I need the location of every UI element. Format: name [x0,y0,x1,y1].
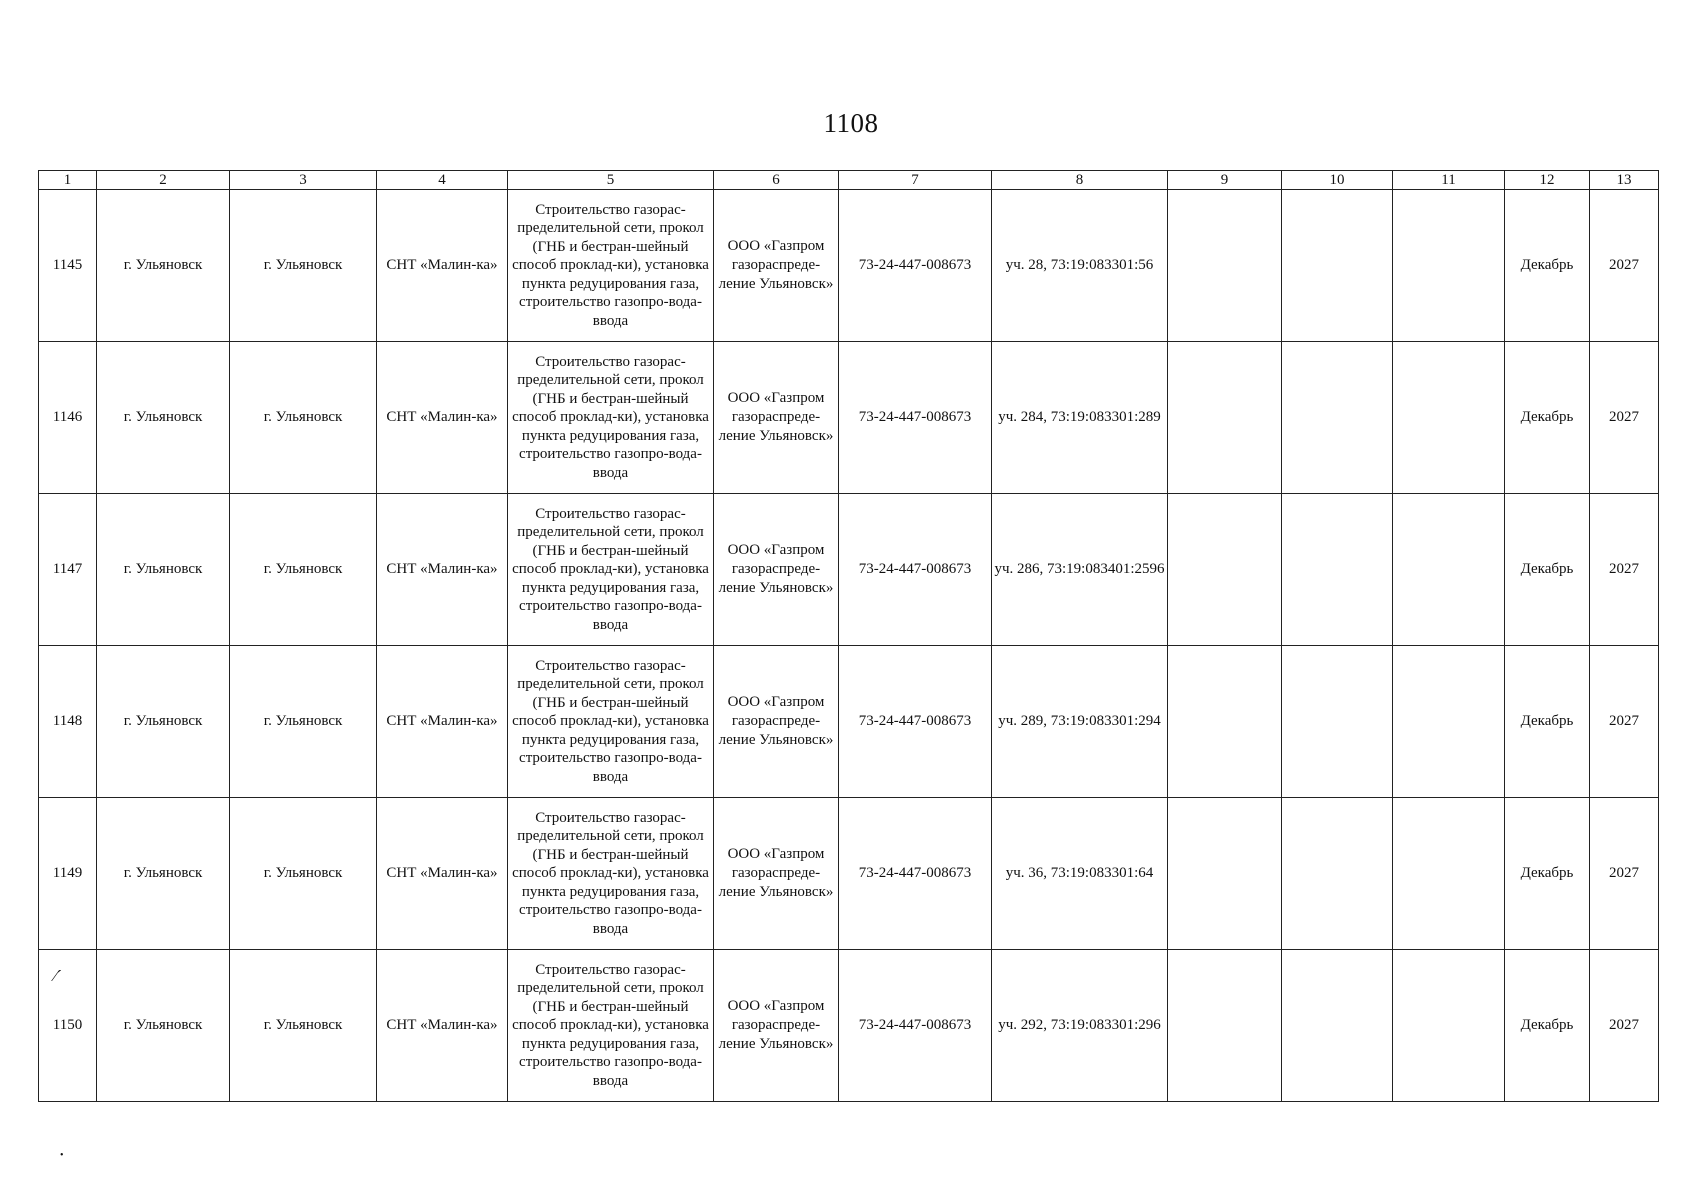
column-header: 12 [1505,171,1590,190]
year-cell: 2027 [1590,342,1659,494]
row-number-cell: 1148 [39,646,97,798]
column-header: 1 [39,171,97,190]
year-cell: 2027 [1590,494,1659,646]
col11-cell [1393,646,1505,798]
month-cell: Декабрь [1505,342,1590,494]
col9-cell [1168,494,1282,646]
month-cell: Декабрь [1505,798,1590,950]
column-header: 8 [992,171,1168,190]
row-number-cell: 1146 [39,342,97,494]
col10-cell [1282,950,1393,1102]
column-header: 13 [1590,171,1659,190]
organization-cell: ООО «Газпром газораспреде-ление Ульяновск» [714,190,839,342]
col9-cell [1168,190,1282,342]
table-row [39,798,1659,950]
col11-cell [1393,494,1505,646]
work-description-cell: Строительство газорас-пределительной сети, прокол (ГНБ и бестран-шейный способ проклад-ки), установка пункта редуцирования газа, строительство газопро-вода-ввода [508,798,714,950]
work-description-cell: Строительство газорас-пределительной сети, прокол (ГНБ и бестран-шейный способ проклад-ки), установка пункта редуцирования газа, строительство газопро-вода-ввода [508,494,714,646]
program-code-cell: 73-24-447-008673 [839,798,992,950]
region-cell: г. Ульяновск [97,950,230,1102]
year-cell: 2027 [1590,190,1659,342]
year-cell: 2027 [1590,798,1659,950]
month-cell: Декабрь [1505,190,1590,342]
margin-mark: ⁄ˊ [54,968,62,985]
parcel-cell: уч. 36, 73:19:083301:64 [992,798,1168,950]
column-header: 9 [1168,171,1282,190]
column-header: 7 [839,171,992,190]
margin-dot: • [60,1150,64,1161]
program-code-cell: 73-24-447-008673 [839,342,992,494]
year-cell: 2027 [1590,646,1659,798]
municipality-cell: г. Ульяновск [230,950,377,1102]
region-cell: г. Ульяновск [97,342,230,494]
organization-cell: ООО «Газпром газораспреде-ление Ульяновск» [714,646,839,798]
year-cell: 2027 [1590,950,1659,1102]
column-header: 10 [1282,171,1393,190]
organization-cell: ООО «Газпром газораспреде-ление Ульяновск» [714,342,839,494]
region-cell: г. Ульяновск [97,494,230,646]
col10-cell [1282,494,1393,646]
row-number-cell: 1149 [39,798,97,950]
parcel-cell: уч. 284, 73:19:083301:289 [992,342,1168,494]
column-header: 2 [97,171,230,190]
organization-cell: ООО «Газпром газораспреде-ление Ульяновск» [714,950,839,1102]
organization-cell: ООО «Газпром газораспреде-ление Ульяновск» [714,494,839,646]
parcel-cell: уч. 289, 73:19:083301:294 [992,646,1168,798]
col11-cell [1393,950,1505,1102]
column-header: 11 [1393,171,1505,190]
work-description-cell: Строительство газорас-пределительной сети, прокол (ГНБ и бестран-шейный способ проклад-ки), установка пункта редуцирования газа, строительство газопро-вода-ввода [508,342,714,494]
col11-cell [1393,190,1505,342]
col10-cell [1282,646,1393,798]
table-body [39,190,1659,1102]
column-header: 3 [230,171,377,190]
organization-cell: ООО «Газпром газораспреде-ление Ульяновск» [714,798,839,950]
header-row [39,171,1659,190]
program-code-cell: 73-24-447-008673 [839,646,992,798]
settlement-cell: СНТ «Малин-ка» [377,798,508,950]
col10-cell [1282,798,1393,950]
work-description-cell: Строительство газорас-пределительной сети, прокол (ГНБ и бестран-шейный способ проклад-ки), установка пункта редуцирования газа, строительство газопро-вода-ввода [508,190,714,342]
row-number-cell: 1147 [39,494,97,646]
column-header: 5 [508,171,714,190]
col9-cell [1168,798,1282,950]
region-cell: г. Ульяновск [97,190,230,342]
table-row [39,342,1659,494]
municipality-cell: г. Ульяновск [230,342,377,494]
parcel-cell: уч. 292, 73:19:083301:296 [992,950,1168,1102]
municipality-cell: г. Ульяновск [230,798,377,950]
parcel-cell: уч. 28, 73:19:083301:56 [992,190,1168,342]
col10-cell [1282,342,1393,494]
work-description-cell: Строительство газорас-пределительной сети, прокол (ГНБ и бестран-шейный способ проклад-ки), установка пункта редуцирования газа, строительство газопро-вода-ввода [508,950,714,1102]
month-cell: Декабрь [1505,494,1590,646]
municipality-cell: г. Ульяновск [230,494,377,646]
registry-table [38,170,1659,1102]
col11-cell [1393,342,1505,494]
column-header: 6 [714,171,839,190]
settlement-cell: СНТ «Малин-ка» [377,190,508,342]
municipality-cell: г. Ульяновск [230,646,377,798]
settlement-cell: СНТ «Малин-ка» [377,950,508,1102]
work-description-cell: Строительство газорас-пределительной сети, прокол (ГНБ и бестран-шейный способ проклад-ки), установка пункта редуцирования газа, строительство газопро-вода-ввода [508,646,714,798]
settlement-cell: СНТ «Малин-ка» [377,646,508,798]
region-cell: г. Ульяновск [97,798,230,950]
row-number-cell: 1150 [39,950,97,1102]
region-cell: г. Ульяновск [97,646,230,798]
month-cell: Декабрь [1505,646,1590,798]
table-row [39,950,1659,1102]
col10-cell [1282,190,1393,342]
row-number-cell: 1145 [39,190,97,342]
program-code-cell: 73-24-447-008673 [839,190,992,342]
municipality-cell: г. Ульяновск [230,190,377,342]
col9-cell [1168,342,1282,494]
settlement-cell: СНТ «Малин-ка» [377,342,508,494]
month-cell: Декабрь [1505,950,1590,1102]
table-row [39,646,1659,798]
parcel-cell: уч. 286, 73:19:083401:2596 [992,494,1168,646]
table-row [39,494,1659,646]
table-row [39,190,1659,342]
col9-cell [1168,950,1282,1102]
col11-cell [1393,798,1505,950]
col9-cell [1168,646,1282,798]
page-number: 1108 [823,108,879,138]
settlement-cell: СНТ «Малин-ка» [377,494,508,646]
column-header: 4 [377,171,508,190]
program-code-cell: 73-24-447-008673 [839,494,992,646]
program-code-cell: 73-24-447-008673 [839,950,992,1102]
